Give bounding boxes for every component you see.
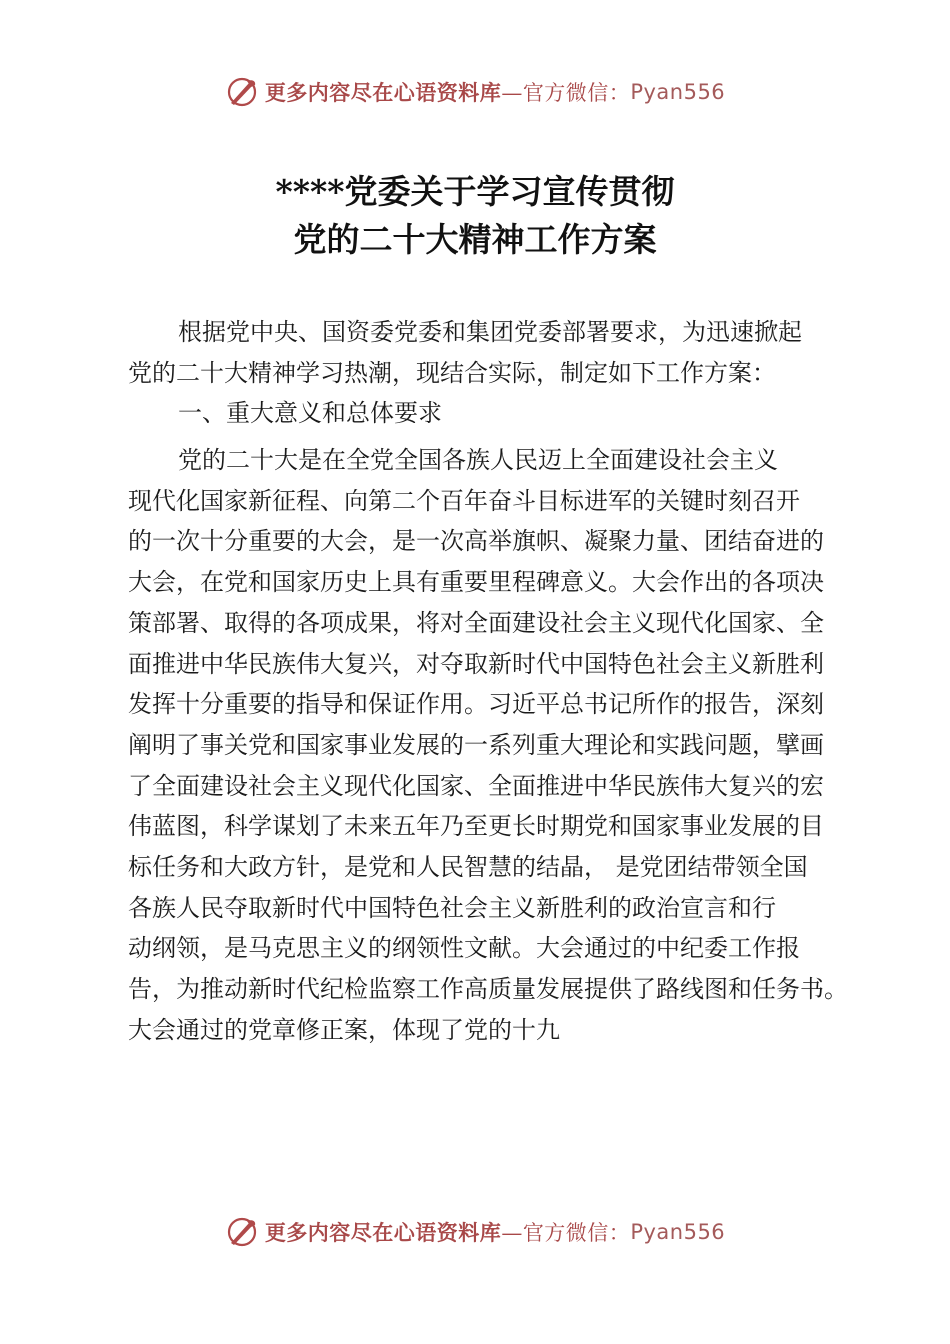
footer-watermark xyxy=(0,1212,950,1252)
watermark-wechat-id: Pyan556 xyxy=(630,80,726,104)
body-line: 各族人民夺取新时代中国特色社会主义新胜利的政治宣言和行 xyxy=(128,893,776,922)
watermark-wechat-id: Pyan556 xyxy=(630,1220,726,1244)
body-line: 根据党中央、国资委党委和集团党委部署要求，为迅速掀起 xyxy=(178,318,802,346)
body-line: 策部署、取得的各项成果，将对全面建设社会主义现代化国家、全 xyxy=(128,608,824,637)
body-line: 发挥十分重要的指导和保证作用。习近平总书记所作的报告，深刻 xyxy=(128,690,824,719)
body-line: 面推进中华民族伟大复兴，对夺取新时代中国特色社会主义新胜利 xyxy=(128,649,824,678)
body-line: 党的二十大精神学习热潮，现结合实际，制定如下工作方案： xyxy=(128,358,776,387)
title-line-2: 党的二十大精神工作方案 xyxy=(293,220,657,259)
document-body xyxy=(128,312,848,1050)
body-line: 的一次十分重要的大会，是一次高举旗帜、凝聚力量、团结奋进的 xyxy=(128,527,824,556)
body-line: 告，为推动新时代纪检监察工作高质量发展提供了路线图和任务书。 xyxy=(128,975,848,1003)
body-line: 伟蓝图，科学谋划了未来五年乃至更长时期党和国家事业发展的目 xyxy=(128,812,824,841)
body-line: 现代化国家新征程、向第二个百年奋斗目标进军的关键时刻召开 xyxy=(128,486,800,515)
body-line: 党的二十大是在全党全国各族人民迈上全面建设社会主义 xyxy=(178,446,778,475)
watermark-wechat-label: —官方微信： xyxy=(501,1221,631,1245)
body-line: 动纲领，是马克思主义的纲领性文献。大会通过的中纪委工作报 xyxy=(128,934,800,963)
watermark-brand-text: 更多内容尽在心语资料库 xyxy=(264,80,502,105)
body-line: 大会通过的党章修正案，体现了党的十九 xyxy=(128,1015,560,1044)
quill-pen-circle-icon xyxy=(225,75,259,109)
document-title xyxy=(0,168,950,264)
header-watermark xyxy=(0,72,950,112)
title-line-1: ****党委关于学习宣传贯彻 xyxy=(275,172,675,211)
watermark-brand-text: 更多内容尽在心语资料库 xyxy=(264,1220,502,1245)
section-heading: 一、重大意义和总体要求 xyxy=(178,399,442,428)
body-line: 大会，在党和国家历史上具有重要里程碑意义。大会作出的各项决 xyxy=(128,568,824,597)
body-line: 标任务和大政方针，是党和人民智慧的结晶， 是党团结带领全国 xyxy=(128,852,808,881)
watermark-wechat-label: —官方微信： xyxy=(501,81,631,105)
body-line: 阐明了事关党和国家事业发展的一系列重大理论和实践问题，擘画 xyxy=(128,730,824,759)
body-line: 了全面建设社会主义现代化国家、全面推进中华民族伟大复兴的宏 xyxy=(128,771,824,800)
quill-pen-circle-icon xyxy=(225,1215,259,1249)
